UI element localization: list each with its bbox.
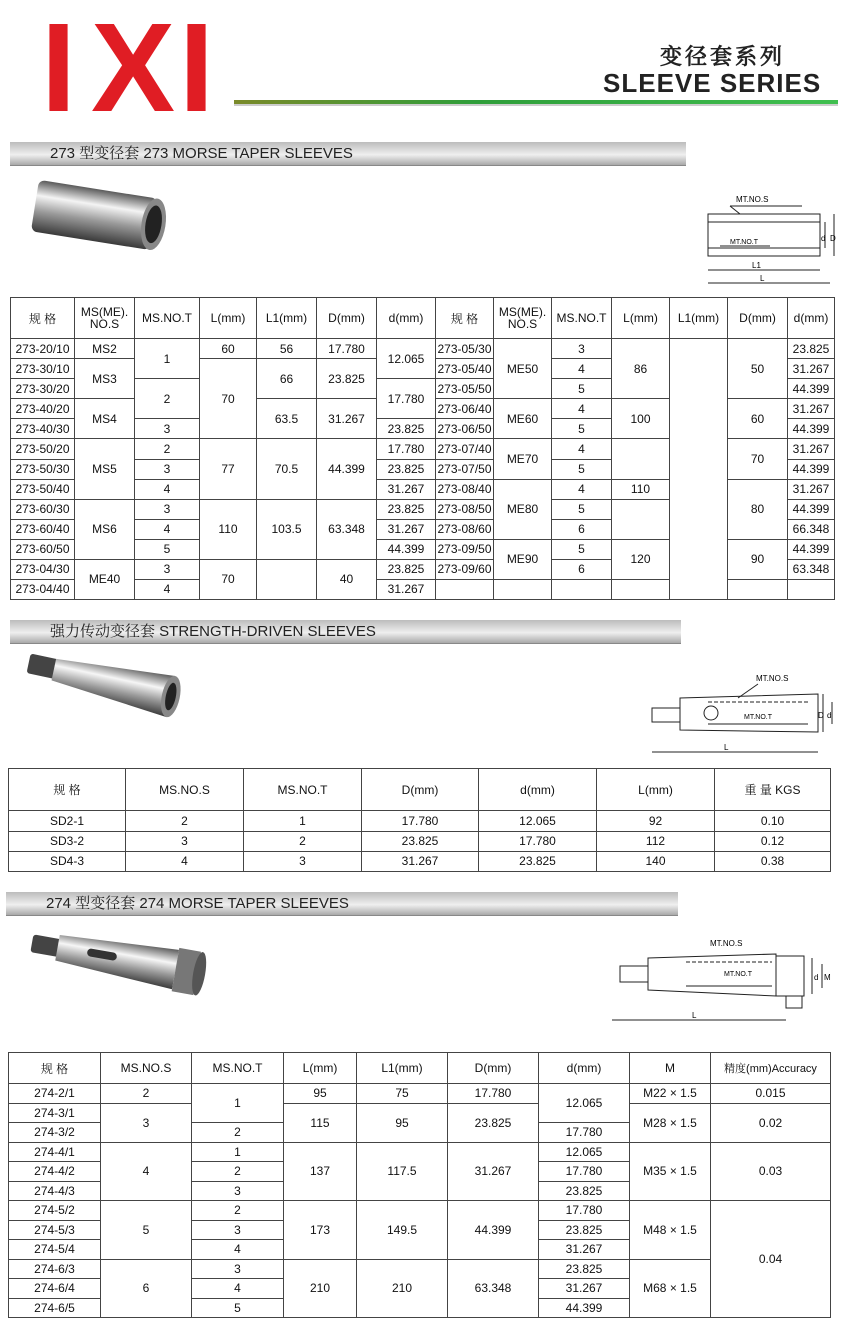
table-cell: 3 (244, 851, 362, 871)
d-small-cell: 17.780 (539, 1123, 630, 1143)
spec-cell: 273-50/40 (11, 479, 75, 499)
d-big-cell: 31.267 (448, 1142, 539, 1201)
header-cell: MS.NO.S (126, 769, 244, 811)
spec-cell: 273-40/30 (11, 419, 75, 439)
l-cell: 110 (200, 499, 257, 559)
header-cell: MS.NO.T (192, 1053, 284, 1084)
spec-cell: 273-04/40 (11, 579, 75, 599)
not-cell: 6 (552, 519, 612, 539)
d-small-cell: 31.267 (788, 399, 835, 419)
l-cell-empty (612, 439, 670, 479)
d-small-cell: 23.825 (539, 1181, 630, 1201)
not-cell: 2 (192, 1201, 284, 1221)
d-small-cell: 12.065 (539, 1084, 630, 1123)
label-d-small: d (821, 234, 826, 243)
d-big-cell-empty (728, 579, 788, 599)
l-cell: 173 (284, 1201, 357, 1260)
brand-logo (41, 0, 234, 138)
spec-cell: 273-09/50 (436, 539, 494, 559)
l-cell: 60 (200, 339, 257, 359)
sleeve-strength-drawing (648, 672, 838, 760)
d-big-cell: 80 (728, 479, 788, 539)
table-cell: 3 (126, 831, 244, 851)
l1-cell-empty (257, 559, 317, 599)
spec-cell: 273-30/10 (11, 359, 75, 379)
not-cell: 2 (192, 1162, 284, 1182)
acc-cell: 0.04 (711, 1201, 831, 1318)
d-small-cell: 31.267 (788, 479, 835, 499)
not-cell: 3 (192, 1220, 284, 1240)
table-cell: 23.825 (479, 851, 597, 871)
d-small-cell-empty (788, 579, 835, 599)
nos-cell-empty (494, 579, 552, 599)
spec-cell: 274-5/4 (9, 1240, 101, 1260)
table-cell: SD2-1 (9, 811, 126, 831)
d-small-cell: 23.825 (788, 339, 835, 359)
l1-cell: 66 (257, 359, 317, 399)
d-small-cell: 44.399 (788, 419, 835, 439)
table-cell: 140 (597, 851, 715, 871)
spec-cell: 274-5/2 (9, 1201, 101, 1221)
l-cell: 210 (284, 1259, 357, 1318)
header-cell: D(mm) (362, 769, 479, 811)
table-cell: 4 (126, 851, 244, 871)
nos-cell: 4 (101, 1142, 192, 1201)
label-mt-no-t: MT.NO.T (744, 714, 772, 721)
table-cell: 0.38 (715, 851, 831, 871)
l1-cell: 75 (357, 1084, 448, 1104)
spec-cell: 273-50/20 (11, 439, 75, 459)
header-cell: 规 格 (9, 769, 126, 811)
nos-cell: 3 (101, 1103, 192, 1142)
d-small-cell: 44.399 (377, 539, 436, 559)
header-cell: 重 量 KGS (715, 769, 831, 811)
nos-cell: ME40 (75, 559, 135, 599)
spec-cell: 273-09/60 (436, 559, 494, 579)
section-title-273: 273 型变径套 273 MORSE TAPER SLEEVES (10, 142, 686, 166)
l-cell: 115 (284, 1103, 357, 1142)
label-m: M (824, 973, 831, 982)
not-cell: 5 (552, 379, 612, 399)
acc-cell: 0.015 (711, 1084, 831, 1104)
spec-cell: 274-6/4 (9, 1279, 101, 1299)
table-cell: 2 (244, 831, 362, 851)
header-cell: d(mm) (479, 769, 597, 811)
d-small-cell: 12.065 (377, 339, 436, 379)
label-l: L (724, 743, 729, 752)
header-cell: d(mm) (539, 1053, 630, 1084)
not-cell: 3 (552, 339, 612, 359)
d-big-cell: 23.825 (317, 359, 377, 399)
d-small-cell: 17.780 (377, 439, 436, 459)
d-small-cell: 31.267 (788, 439, 835, 459)
not-cell: 1 (192, 1084, 284, 1123)
sleeve-strength-photo (22, 648, 192, 720)
not-cell: 4 (135, 519, 200, 539)
table-cell: 23.825 (362, 831, 479, 851)
spec-cell: 274-4/1 (9, 1142, 101, 1162)
l1-cell: 56 (257, 339, 317, 359)
header-cell: MS.NO.T (244, 769, 362, 811)
section-title-strength: 强力传动变径套 STRENGTH-DRIVEN SLEEVES (10, 620, 681, 644)
label-l: L (760, 274, 765, 283)
header-cell: L(mm) (200, 298, 257, 339)
series-title-en: SLEEVE SERIES (603, 68, 822, 98)
d-small-cell: 63.348 (788, 559, 835, 579)
not-cell: 3 (135, 499, 200, 519)
spec-cell: 274-6/5 (9, 1298, 101, 1318)
section-title-274: 274 型变径套 274 MORSE TAPER SLEEVES (6, 892, 678, 916)
acc-cell: 0.03 (711, 1142, 831, 1201)
spec-cell: 273-06/50 (436, 419, 494, 439)
label-mt-no-s: MT.NO.S (756, 674, 789, 683)
d-small-cell: 23.825 (377, 459, 436, 479)
table-cell: SD4-3 (9, 851, 126, 871)
m-cell: M35 × 1.5 (630, 1142, 711, 1201)
table-274 (8, 1052, 831, 1318)
spec-cell: 273-40/20 (11, 399, 75, 419)
d-small-cell: 23.825 (377, 419, 436, 439)
header-cell: 精度(mm)Accuracy (711, 1053, 831, 1084)
not-cell: 4 (552, 479, 612, 499)
header-cell: D(mm) (448, 1053, 539, 1084)
not-cell: 3 (192, 1181, 284, 1201)
l1-cell: 210 (357, 1259, 448, 1318)
m-cell: M48 × 1.5 (630, 1201, 711, 1260)
d-small-cell: 66.348 (788, 519, 835, 539)
not-cell-empty (552, 579, 612, 599)
l-cell-empty (612, 499, 670, 539)
nos-cell: MS2 (75, 339, 135, 359)
acc-cell: 0.02 (711, 1103, 831, 1142)
table-cell: 17.780 (479, 831, 597, 851)
label-l1: L1 (752, 261, 761, 270)
label-mt-no-s: MT.NO.S (710, 939, 743, 948)
nos-cell: MS6 (75, 499, 135, 559)
nos-cell: MS4 (75, 399, 135, 439)
l-cell: 70 (200, 359, 257, 439)
spec-cell: 273-07/40 (436, 439, 494, 459)
table-cell: 92 (597, 811, 715, 831)
nos-cell: MS3 (75, 359, 135, 399)
header-cell: 规 格 (9, 1053, 101, 1084)
header-cell: D(mm) (317, 298, 377, 339)
spec-cell: 273-05/50 (436, 379, 494, 399)
not-cell: 5 (552, 499, 612, 519)
not-cell: 4 (192, 1240, 284, 1260)
spec-cell: 273-08/50 (436, 499, 494, 519)
header-cell: MS.NO.T (552, 298, 612, 339)
spec-cell: 273-60/30 (11, 499, 75, 519)
not-cell: 4 (135, 479, 200, 499)
l1-cell-empty (670, 339, 728, 600)
header-cell: L(mm) (612, 298, 670, 339)
d-small-cell: 31.267 (539, 1240, 630, 1260)
not-cell: 4 (135, 579, 200, 599)
d-small-cell: 23.825 (539, 1220, 630, 1240)
d-big-cell: 17.780 (448, 1084, 539, 1104)
l1-cell: 149.5 (357, 1201, 448, 1260)
header-divider-shadow (234, 104, 838, 106)
not-cell: 4 (192, 1279, 284, 1299)
label-l: L (692, 1011, 697, 1020)
d-small-cell: 31.267 (539, 1279, 630, 1299)
table-strength (8, 768, 831, 872)
header-cell: 规 格 (436, 298, 494, 339)
nos-cell: 2 (101, 1084, 192, 1104)
logo-letter: I (41, 0, 77, 138)
spec-cell: 274-3/2 (9, 1123, 101, 1143)
spec-cell: 273-07/50 (436, 459, 494, 479)
not-cell: 5 (552, 419, 612, 439)
d-small-cell: 44.399 (539, 1298, 630, 1318)
not-cell: 3 (192, 1259, 284, 1279)
header-cell: MS.NO.T (135, 298, 200, 339)
d-small-cell: 31.267 (377, 579, 436, 599)
header-cell: MS.NO.S (101, 1053, 192, 1084)
table-cell: 1 (244, 811, 362, 831)
d-small-cell: 31.267 (788, 359, 835, 379)
l-cell: 137 (284, 1142, 357, 1201)
sleeve-274-drawing (606, 936, 838, 1028)
table-cell: 31.267 (362, 851, 479, 871)
not-cell: 5 (552, 539, 612, 559)
d-big-cell: 70 (728, 439, 788, 479)
d-small-cell: 44.399 (788, 499, 835, 519)
spec-cell: 273-60/50 (11, 539, 75, 559)
l-cell: 77 (200, 439, 257, 499)
m-cell: M22 × 1.5 (630, 1084, 711, 1104)
nos-cell: ME90 (494, 539, 552, 579)
not-cell: 1 (192, 1142, 284, 1162)
sleeve-274-photo (26, 922, 216, 1002)
spec-cell: 274-4/3 (9, 1181, 101, 1201)
spec-cell: 273-50/30 (11, 459, 75, 479)
d-small-cell: 12.065 (539, 1142, 630, 1162)
nos-cell: ME50 (494, 339, 552, 399)
nos-cell: ME60 (494, 399, 552, 439)
l-cell: 120 (612, 539, 670, 579)
spec-cell: 273-04/30 (11, 559, 75, 579)
spec-cell: 274-2/1 (9, 1084, 101, 1104)
header-cell: d(mm) (377, 298, 436, 339)
nos-cell: MS5 (75, 439, 135, 499)
not-cell: 5 (192, 1298, 284, 1318)
not-cell: 4 (552, 359, 612, 379)
spec-cell: 273-08/60 (436, 519, 494, 539)
spec-cell: 273-30/20 (11, 379, 75, 399)
table-cell: 12.065 (479, 811, 597, 831)
d-big-cell: 23.825 (448, 1103, 539, 1142)
spec-cell: 273-05/40 (436, 359, 494, 379)
d-big-cell: 31.267 (317, 399, 377, 439)
header-cell: L1(mm) (357, 1053, 448, 1084)
logo-letter: X (91, 0, 176, 138)
nos-cell: 6 (101, 1259, 192, 1318)
spec-cell: 273-06/40 (436, 399, 494, 419)
d-small-cell: 44.399 (788, 379, 835, 399)
l1-cell: 103.5 (257, 499, 317, 559)
d-small-cell: 23.825 (377, 559, 436, 579)
not-cell: 2 (192, 1123, 284, 1143)
header-cell: L1(mm) (670, 298, 728, 339)
header-cell: M (630, 1053, 711, 1084)
not-cell: 3 (135, 459, 200, 479)
header-cell: d(mm) (788, 298, 835, 339)
not-cell: 5 (552, 459, 612, 479)
d-big-cell: 63.348 (317, 499, 377, 559)
sleeve-273-drawing (700, 186, 840, 290)
d-big-cell: 60 (728, 399, 788, 439)
spec-cell: 274-4/2 (9, 1162, 101, 1182)
d-big-cell: 44.399 (448, 1201, 539, 1260)
not-cell: 2 (135, 439, 200, 459)
l-cell: 86 (612, 339, 670, 399)
not-cell: 3 (135, 419, 200, 439)
header-cell: L(mm) (597, 769, 715, 811)
table-cell: 0.12 (715, 831, 831, 851)
table-cell: 17.780 (362, 811, 479, 831)
not-cell: 4 (552, 439, 612, 459)
series-title-cn: 变径套系列 (660, 45, 786, 70)
d-small-cell: 17.780 (539, 1162, 630, 1182)
l-cell: 110 (612, 479, 670, 499)
table-cell: 112 (597, 831, 715, 851)
sleeve-273-photo (26, 172, 176, 262)
nos-cell: ME80 (494, 479, 552, 539)
label-mt-no-t: MT.NO.T (730, 239, 758, 246)
m-cell: M28 × 1.5 (630, 1103, 711, 1142)
header-cell: L1(mm) (257, 298, 317, 339)
spec-cell: 273-60/40 (11, 519, 75, 539)
table-cell: SD3-2 (9, 831, 126, 851)
d-small-cell: 44.399 (788, 459, 835, 479)
l1-cell: 70.5 (257, 439, 317, 499)
table-cell: 2 (126, 811, 244, 831)
label-d-big: D (830, 234, 836, 243)
d-big-cell: 50 (728, 339, 788, 399)
not-cell: 6 (552, 559, 612, 579)
m-cell: M68 × 1.5 (630, 1259, 711, 1318)
label-d-big: D (818, 711, 824, 720)
spec-cell: 274-5/3 (9, 1220, 101, 1240)
l1-cell: 117.5 (357, 1142, 448, 1201)
spec-cell-empty (436, 579, 494, 599)
d-big-cell: 44.399 (317, 439, 377, 499)
spec-cell: 274-3/1 (9, 1103, 101, 1123)
header-cell: D(mm) (728, 298, 788, 339)
d-small-cell: 17.780 (377, 379, 436, 419)
l-cell: 100 (612, 399, 670, 439)
d-small-cell: 17.780 (539, 1201, 630, 1221)
label-d-small: d (814, 973, 819, 982)
label-d-small: d (827, 711, 832, 720)
not-cell: 1 (135, 339, 200, 379)
header-cell: MS(ME). NO.S (75, 298, 135, 339)
d-small-cell: 31.267 (377, 519, 436, 539)
d-small-cell: 23.825 (539, 1259, 630, 1279)
d-small-cell: 31.267 (377, 479, 436, 499)
d-big-cell: 17.780 (317, 339, 377, 359)
table-273 (10, 297, 835, 600)
d-big-cell: 63.348 (448, 1259, 539, 1318)
spec-cell: 273-20/10 (11, 339, 75, 359)
l-cell: 95 (284, 1084, 357, 1104)
nos-cell: 5 (101, 1201, 192, 1260)
not-cell: 3 (135, 559, 200, 579)
label-mt-no-t: MT.NO.T (724, 971, 752, 978)
d-big-cell: 40 (317, 559, 377, 599)
l1-cell: 95 (357, 1103, 448, 1142)
d-small-cell: 23.825 (377, 499, 436, 519)
table-cell: 0.10 (715, 811, 831, 831)
header-cell: L(mm) (284, 1053, 357, 1084)
logo-letter: I (179, 0, 215, 138)
spec-cell: 273-05/30 (436, 339, 494, 359)
header-cell: 规 格 (11, 298, 75, 339)
not-cell: 5 (135, 539, 200, 559)
not-cell: 2 (135, 379, 200, 419)
spec-cell: 273-08/40 (436, 479, 494, 499)
label-mt-no-s: MT.NO.S (736, 195, 769, 204)
l1-cell: 63.5 (257, 399, 317, 439)
d-big-cell: 90 (728, 539, 788, 579)
spec-cell: 274-6/3 (9, 1259, 101, 1279)
header-cell: MS(ME). NO.S (494, 298, 552, 339)
d-small-cell: 44.399 (788, 539, 835, 559)
l-cell-empty (612, 579, 670, 599)
nos-cell: ME70 (494, 439, 552, 479)
l-cell: 70 (200, 559, 257, 599)
not-cell: 4 (552, 399, 612, 419)
